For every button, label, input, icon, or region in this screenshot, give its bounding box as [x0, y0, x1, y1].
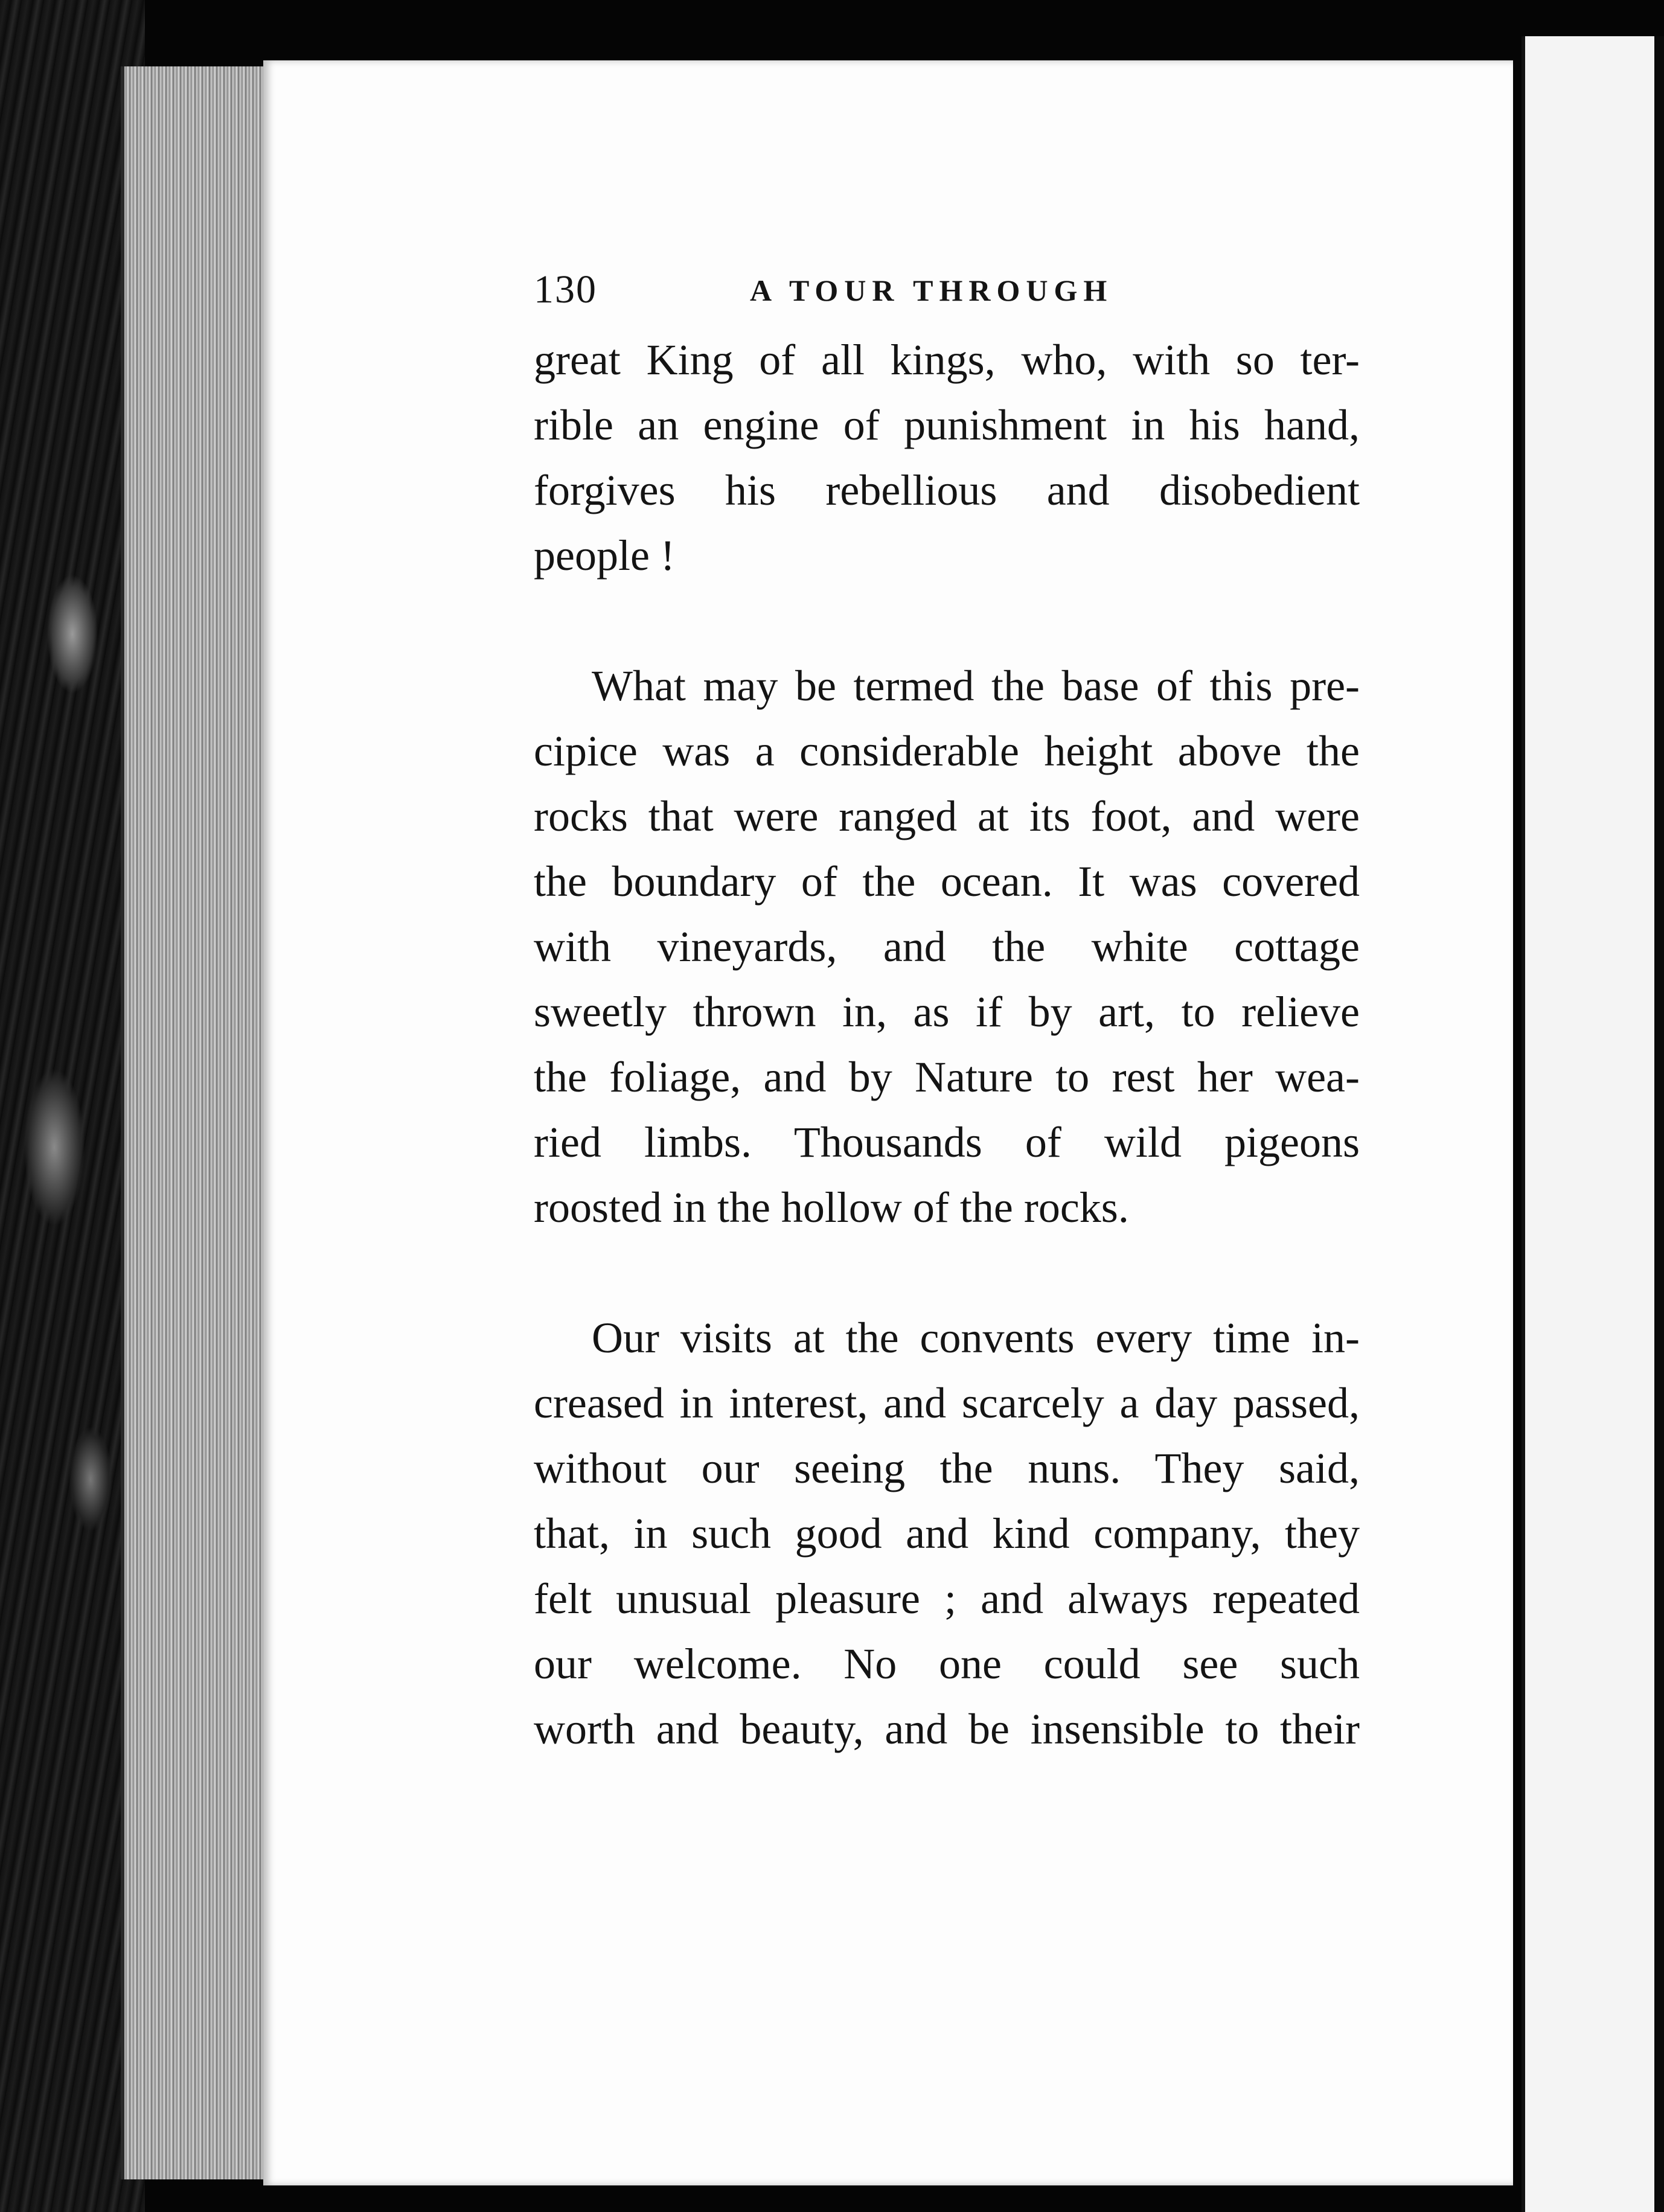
text-line: forgives his rebellious and disobedient — [534, 466, 1360, 514]
text-line: ried limbs. Thousands of wild pigeons — [534, 1118, 1360, 1166]
paragraph-spacer — [534, 588, 1360, 653]
text-line: creased in interest, and scarcely a day passed, — [534, 1379, 1360, 1427]
paragraph-spacer — [534, 1240, 1360, 1305]
facing-page-edge — [1522, 36, 1664, 2212]
text-line: the boundary of the ocean. It was covered — [534, 857, 1360, 906]
text-line: our welcome. No one could see such — [534, 1640, 1360, 1688]
text-line: sweetly thrown in, as if by art, to relieve — [534, 988, 1360, 1036]
paragraph — [534, 1305, 1360, 1762]
text-line: with vineyards, and the white cottage — [534, 922, 1360, 971]
running-head — [534, 267, 1360, 327]
paragraph — [534, 327, 1360, 588]
text-line: felt unusual pleasure ; and always repeated — [534, 1574, 1360, 1623]
page-text — [534, 267, 1360, 1762]
text-line: the foliage, and by Nature to rest her wea- — [534, 1053, 1360, 1101]
running-head-title: A TOUR THROUGH — [750, 273, 1113, 307]
text-line: people ! — [534, 531, 675, 580]
text-line: Our visits at the convents every time in- — [592, 1314, 1360, 1362]
text-line: that, in such good and kind company, they — [534, 1509, 1360, 1558]
text-line: What may be termed the base of this pre- — [592, 662, 1360, 710]
text-line: without our seeing the nuns. They said, — [534, 1444, 1360, 1492]
text-line: great King of all kings, who, with so ter- — [534, 336, 1360, 384]
text-line: cipice was a considerable height above the — [534, 727, 1360, 775]
text-line: roosted in the hollow of the rocks. — [534, 1183, 1129, 1232]
page-edges — [121, 66, 269, 2179]
facing-page-shadow — [1654, 36, 1664, 2212]
text-line: rible an engine of punishment in his hand, — [534, 401, 1360, 449]
text-line: rocks that were ranged at its foot, and were — [534, 792, 1360, 840]
paragraph — [534, 653, 1360, 1240]
page-gutter — [1513, 36, 1522, 2212]
page-number: 130 — [534, 267, 597, 312]
text-line: worth and beauty, and be insensible to their — [534, 1705, 1360, 1753]
